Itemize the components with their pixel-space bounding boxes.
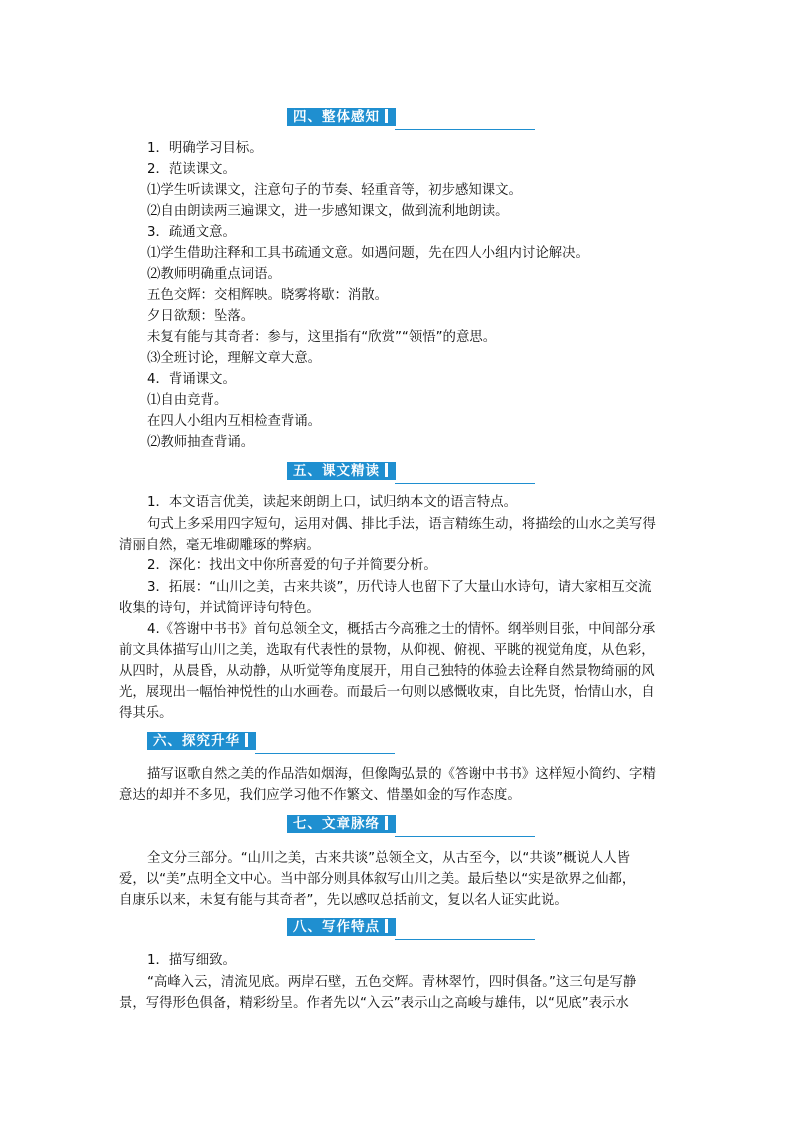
section-title-box <box>287 108 396 126</box>
text-line: 景，写得形色俱备，精彩纷呈。作者先以“入云”表示山之高峻与雄伟，以“见底”表示水 <box>119 996 629 1011</box>
text-line: “高峰入云，清流见底。两岸石壁，五色交辉。青林翠竹，四时俱备。”这三句是写静 <box>147 975 637 990</box>
text-line: 前文具体描写山川之美，选取有代表性的景物，从仰视、俯视、平眺的视觉角度，从色彩， <box>119 643 655 658</box>
text-line: 从四时，从晨昏，从动静，从听觉等角度展开，用自己独特的体验去诠释自然景物绮丽的风 <box>119 664 655 679</box>
s8-paragraph: 1．描写细致。 <box>147 953 236 968</box>
s4-line: ⑴学生听读课文，注意句子的节奏、轻重音等，初步感知课文。 <box>147 183 522 198</box>
title-bar-mark <box>385 816 388 830</box>
section-title-box <box>147 732 256 750</box>
text-line: 爱，以“美”点明全文中心。当中部分则具体叙写山川之美。最后垫以“实是欲界之仙都， <box>119 872 636 887</box>
text-line: 描写讴歌自然之美的作品浩如烟海，但像陶弘景的《答谢中书书》这样短小简约、字精 <box>147 767 656 782</box>
s5-paragraph: 1．本文语言优美，读起来朗朗上口，试归纳本文的语言特点。 <box>147 495 518 510</box>
section-rule <box>395 483 535 485</box>
section-header-4 <box>287 108 535 130</box>
text-line: 3．拓展：“山川之美，古来共谈”，历代诗人也留下了大量山水诗句，请大家相互交流 <box>147 580 652 595</box>
section-title-box <box>287 918 396 936</box>
s5-paragraph <box>119 577 651 619</box>
section-rule <box>395 939 535 941</box>
s4-line: 夕日欲颓：坠落。 <box>147 309 255 324</box>
section-title: 八、写作特点 <box>293 919 380 935</box>
text-line: 光，展现出一幅怡神悦性的山水画卷。而最后一句则以感慨收束，自比先贤，怡情山水，自 <box>119 685 655 700</box>
section-title: 七、文章脉络 <box>293 816 380 832</box>
text-line: 全文分三部分。“山川之美，古来共谈”总领全文，从古至今，以“共谈”概说人人皆 <box>147 851 631 866</box>
section-rule <box>395 836 535 838</box>
text-line: 4.《答谢中书书》首句总领全文，概括古今高雅之士的情怀。纲举则目张，中间部分承 <box>147 622 656 637</box>
s8-paragraph <box>119 972 636 1014</box>
s5-paragraph <box>119 619 655 724</box>
s5-paragraph <box>119 514 656 556</box>
section-title-box <box>287 815 396 833</box>
section-header-7 <box>287 815 535 837</box>
s4-line: 3．疏通文意。 <box>147 225 236 240</box>
s4-line: 2．范读课文。 <box>147 162 236 177</box>
section-title: 四、整体感知 <box>293 109 380 125</box>
s5-paragraph: 2．深化：找出文中你所喜爱的句子并简要分析。 <box>147 558 437 573</box>
s4-line: ⑵教师明确重点词语。 <box>147 267 281 282</box>
text-line: 清丽自然，毫无堆砌雕琢的弊病。 <box>119 538 320 553</box>
s4-line: ⑵自由朗读两三遍课文，进一步感知课文，做到流利地朗读。 <box>147 204 509 219</box>
text-line: 意达的却并不多见，我们应学习他不作繁文、惜墨如金的写作态度。 <box>119 788 521 803</box>
text-line: 收集的诗句，并试简评诗句特色。 <box>119 601 320 616</box>
text-line: 自康乐以来，未复有能与其奇者”，先以感叹总括前文，复以名人证实此说。 <box>119 893 568 908</box>
s4-line: ⑶全班讨论，理解文章大意。 <box>147 351 322 366</box>
s4-line: ⑴学生借助注释和工具书疏通文意。如遇问题，先在四人小组内讨论解决。 <box>147 246 589 261</box>
text-line: 句式上多采用四字短句，运用对偶、排比手法，语言精练生动，将描绘的山水之美写得 <box>147 517 656 532</box>
section-rule <box>395 129 535 131</box>
s6-paragraph <box>119 764 656 806</box>
title-bar-mark <box>245 733 248 747</box>
s4-line: 1．明确学习目标。 <box>147 141 263 156</box>
s4-line: 未复有能与其奇者：参与，这里指有“欣赏”“领悟”的意思。 <box>147 330 497 345</box>
s4-line: ⑴自由竞背。 <box>147 393 228 408</box>
s4-line: ⑵教师抽查背诵。 <box>147 435 255 450</box>
text-line: 得其乐。 <box>119 706 173 721</box>
section-title: 五、课文精读 <box>293 463 380 479</box>
section-title: 六、探究升华 <box>153 733 240 749</box>
section-rule <box>255 753 395 755</box>
s4-line: 4．背诵课文。 <box>147 372 236 387</box>
title-bar-mark <box>385 463 388 477</box>
section-header-5 <box>287 462 535 484</box>
title-bar-mark <box>385 919 388 933</box>
section-title-box <box>287 462 396 480</box>
s4-line: 在四人小组内互相检查背诵。 <box>147 414 322 429</box>
s4-line: 五色交辉：交相辉映。晓雾将歇：消散。 <box>147 288 389 303</box>
section-header-6 <box>147 732 395 754</box>
section-header-8 <box>287 918 535 940</box>
s7-paragraph <box>119 848 635 911</box>
title-bar-mark <box>385 109 388 123</box>
